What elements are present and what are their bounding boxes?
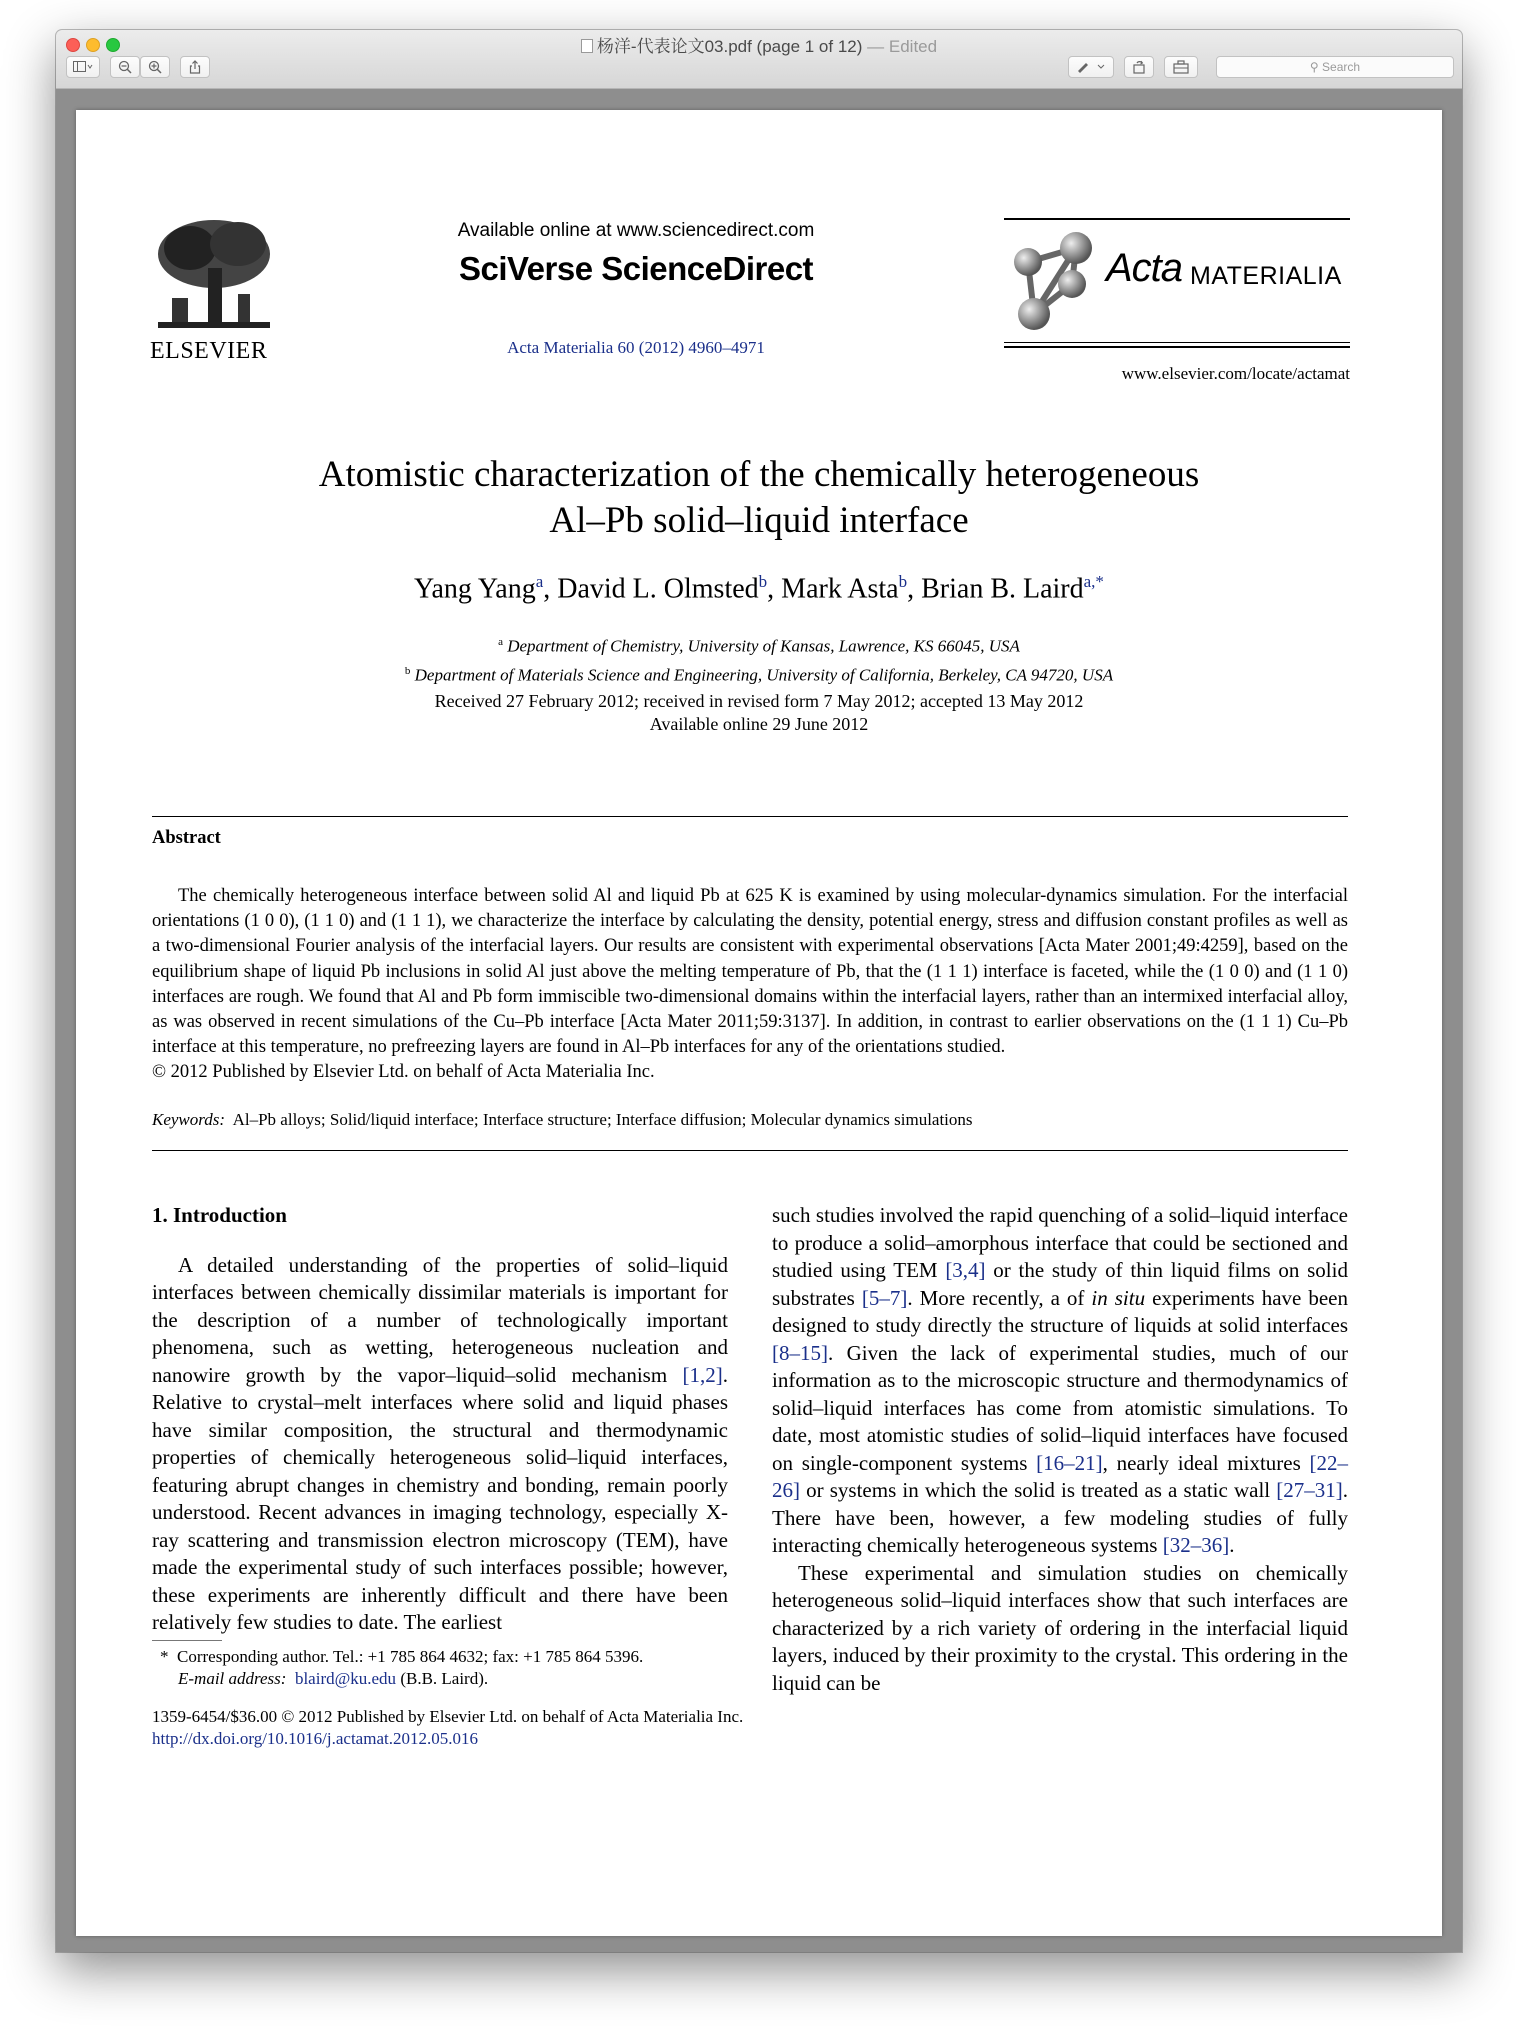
acta-materialia-molecule-icon (1006, 228, 1102, 336)
zoom-out-button[interactable] (110, 56, 140, 78)
zoom-out-icon (118, 60, 132, 74)
author-list: Yang Yang$^a$, David L. Olmsted$^b$, Mark Asta$^b$, Brian B. Laird$^{a,*}$ (414, 572, 1104, 605)
email-link[interactable]: blaird@ku.edu (294, 1669, 397, 1688)
search-icon: ⚲ (1309, 60, 1319, 74)
footnote-star: * (160, 1647, 169, 1666)
citation-link[interactable]: [32–36] (1162, 1533, 1230, 1557)
intro-paragraph-2: These experimental and simulation studies on chemically heterogeneous solid–liquid interfaces show that such interfaces are characterized by a rich variety of ordering in the interfacial liquid layers, induced by their proximity to the crystal. This ordering in the liquid can be (772, 1560, 1348, 1695)
intro-paragraph-1 (152, 1252, 728, 1637)
search-input[interactable] (1216, 56, 1454, 78)
email-note (160, 1668, 720, 1690)
intro-right-column (772, 1202, 1348, 1697)
author-name: Yang Yang (414, 573, 536, 605)
preview-window (56, 30, 1462, 1952)
journal-logo-rule-1 (1004, 342, 1350, 343)
markup-pen-icon (1076, 61, 1106, 73)
text-run: . Relative to crystal–melt interfaces where solid and liquid phases have similar composition, the structural and thermodynamic properties of chemically heterogeneous solid–liquid interfaces, featuring abrupt changes in chemistry and bonding, remain poorly understood. Recent advances in imaging technology, especially X-ray scattering and transmission electron microscopy (TEM), have made the experimental study of such interfaces possible; however, these experiments are inherently difficult and there have been relatively few studies to date. The earliest (152, 1362, 728, 1634)
affiliation-b-marker: b (404, 664, 411, 677)
text-run: . More recently, a of (907, 1285, 1092, 1310)
pdf-page (76, 110, 1442, 1936)
text-run: or systems in which the solid is treated as a static wall (800, 1478, 1277, 1502)
received-dates: Received 27 February 2012; received in revised form 7 May 2012; accepted 13 May 2012 (434, 691, 1084, 711)
toolbox-icon (1173, 60, 1189, 74)
keywords (152, 1110, 973, 1130)
doi-link[interactable]: http://dx.doi.org/10.1016/j.actamat.2012.05.016 (152, 1729, 478, 1748)
intro-heading: 1. Introduction (152, 1203, 287, 1227)
share-button[interactable] (180, 56, 210, 78)
sidebar-icon (73, 61, 93, 73)
elsevier-logo-text: ELSEVIER (150, 338, 268, 364)
window-title-text: 杨洋-代表论文03.pdf (page 1 of 12) (596, 37, 863, 56)
article-title-line-2: Al–Pb solid–liquid interface (549, 500, 969, 541)
sciverse-logo-text: SciVerse ScienceDirect (458, 250, 814, 287)
page-footer (152, 1706, 743, 1750)
text-run: experiments have been designed to study directly the structure of liquids at solid interfaces (772, 1285, 1348, 1337)
share-icon (188, 60, 202, 74)
author-affiliation-link[interactable]: b (898, 572, 908, 591)
article-title (136, 452, 1382, 544)
citation-link[interactable]: [27–31] (1276, 1478, 1343, 1502)
corresponding-author-note (160, 1646, 720, 1668)
abstract-bottom-rule (152, 1150, 1348, 1151)
keywords-label: Keywords: (152, 1110, 226, 1129)
affiliation-a-marker: a (498, 636, 503, 648)
email-suffix: (B.B. Laird). (400, 1669, 489, 1688)
journal-url-link[interactable]: www.elsevier.com/locate/actamat (1121, 364, 1350, 383)
affiliations (136, 630, 1382, 687)
text-run: or the study of thin liquid films on solid substrates (772, 1258, 1348, 1310)
affiliation-a (136, 630, 1382, 659)
article-title-line-1: Atomistic characterization of the chemically heterogeneous (318, 454, 1200, 495)
text-run-italic: in situ (1091, 1285, 1146, 1310)
affiliation-b-text: Department of Materials Science and Engineering, University of California, Berkeley, CA 94720, USA (414, 665, 1114, 685)
citation-link[interactable]: [3,4] (945, 1258, 986, 1282)
abstract-text (152, 884, 1348, 1060)
text-run: , nearly ideal mixtures (1102, 1450, 1310, 1475)
abstract-body (152, 884, 1348, 1086)
footnote (160, 1646, 720, 1690)
abstract-heading: Abstract (152, 828, 221, 848)
abstract-copyright: © 2012 Published by Elsevier Ltd. on behalf of Acta Materialia Inc. (152, 1062, 655, 1083)
journal-logo-rule-2 (1004, 346, 1350, 348)
markup-button[interactable] (1068, 56, 1114, 78)
corresponding-text: Corresponding author. Tel.: +1 785 864 4632; fax: +1 785 864 5396. (177, 1647, 644, 1666)
issn-copyright: 1359-6454/$36.00 © 2012 Published by Elsevier Ltd. on behalf of Acta Materialia Inc. (152, 1707, 744, 1726)
intro-left-column (152, 1202, 728, 1637)
email-label: E-mail address: (178, 1669, 287, 1688)
text-run: such studies involved the rapid quenching of a solid–liquid interface to produce a solid–amorphous interface that could be sectioned and studied using TEM (772, 1203, 1348, 1282)
citation-link[interactable]: [5–7] (861, 1285, 908, 1310)
text-run: . Given the lack of experimental studies, much of our information as to the microscopic structure and thermodynamics of solid–liquid interfaces has come from atomistic simulations. To date, most atomistic studies of solid–liquid interfaces have focused on single-component systems (772, 1340, 1348, 1475)
text-run: A detailed understanding of the properties of solid–liquid interfaces between chemically dissimilar materials is important for the description of a number of technologically important phenomena, such as wetting, heterogeneous nucleation and nanowire growth by the vapor–liquid–solid mechanism (152, 1252, 728, 1387)
affiliation-a-text: Department of Chemistry, University of Kansas, Lawrence, KS 66045, USA (507, 636, 1020, 656)
rotate-icon (1132, 60, 1146, 74)
rotate-button[interactable] (1124, 56, 1154, 78)
edited-indicator: — Edited (867, 37, 938, 56)
document-icon (581, 39, 593, 53)
materialia-logo-text: MATERIALIA (1190, 262, 1342, 290)
zoom-in-icon (148, 60, 162, 74)
sidebar-toggle-button[interactable] (66, 56, 100, 78)
article-dates (136, 690, 1382, 736)
available-online-date: Available online 29 June 2012 (649, 714, 869, 734)
text-run: . There have been, however, a few modeling studies of fully interacting chemically heterogeneous systems (772, 1478, 1348, 1557)
search-placeholder: Search (1322, 60, 1361, 74)
affiliation-b (136, 659, 1382, 688)
journal-citation[interactable]: Acta Materialia 60 (2012) 4960–4971 (507, 338, 765, 357)
abstract-paragraph: The chemically heterogeneous interface between solid Al and liquid Pb at 625 K is examined by using molecular-dynamics simulation. For the interfacial orientations (1 0 0), (1 1 0) and (1 1 1), we characterize the interface by calculating the density, potential energy, stress and diffusion constant profiles as well as a two-dimensional Fourier analysis of the interfacial layers. Our results are consistent with experimental observations [Acta Mater 2001;49:4259], based on the equilibrium shape of liquid Pb inclusions in solid Al just above the melting temperature of Pb, that the (1 1 1) interface is faceted, while the (1 0 0) and (1 1 0) interfaces are rough. We found that Al and Pb form immiscible two-dimensional domains within the interfacial layers, rather than an intermixed interfacial alloy, as was observed in recent simulations of the Cu–Pb interface [Acta Mater 2011;59:3137]. In addition, in contrast to earlier observations on the (1 1 1) Cu–Pb interface at this temperature, no prefreezing layers are found in Al–Pb interfaces for any of the orientations studied. (152, 886, 1348, 1058)
title-bar (56, 30, 1462, 89)
citation-link[interactable]: [1,2] (682, 1362, 723, 1387)
author-name: Brian B. Laird (921, 573, 1084, 605)
author-affiliation-link[interactable]: a (535, 572, 544, 591)
acta-logo-text: Acta (1106, 246, 1183, 290)
intro-paragraph-1-continued (772, 1202, 1348, 1560)
zoom-in-button[interactable] (140, 56, 170, 78)
text-run: . (1229, 1533, 1235, 1557)
toolbox-button[interactable] (1164, 56, 1198, 78)
citation-link[interactable]: [8–15] (772, 1340, 828, 1365)
keywords-list: Al–Pb alloys; Solid/liquid interface; Interface structure; Interface diffusion; Molecular dynamics simulations (232, 1110, 973, 1129)
journal-logo-top-rule (1004, 218, 1350, 220)
author-name: David L. Olmsted (557, 573, 759, 605)
citation-link[interactable]: [16–21] (1036, 1450, 1103, 1475)
author-name: Mark Asta (781, 573, 899, 605)
footnote-rule (152, 1640, 222, 1641)
abstract-top-rule (152, 816, 1348, 817)
elsevier-tree-logo-icon (150, 214, 276, 342)
citation-link[interactable]: [22–26] (772, 1450, 1348, 1502)
available-online-text: Available online at www.sciencedirect.com (457, 220, 815, 241)
author-affiliation-link[interactable]: a,* (1083, 572, 1104, 591)
author-affiliation-link[interactable]: b (758, 572, 768, 591)
window-title (56, 32, 1462, 57)
